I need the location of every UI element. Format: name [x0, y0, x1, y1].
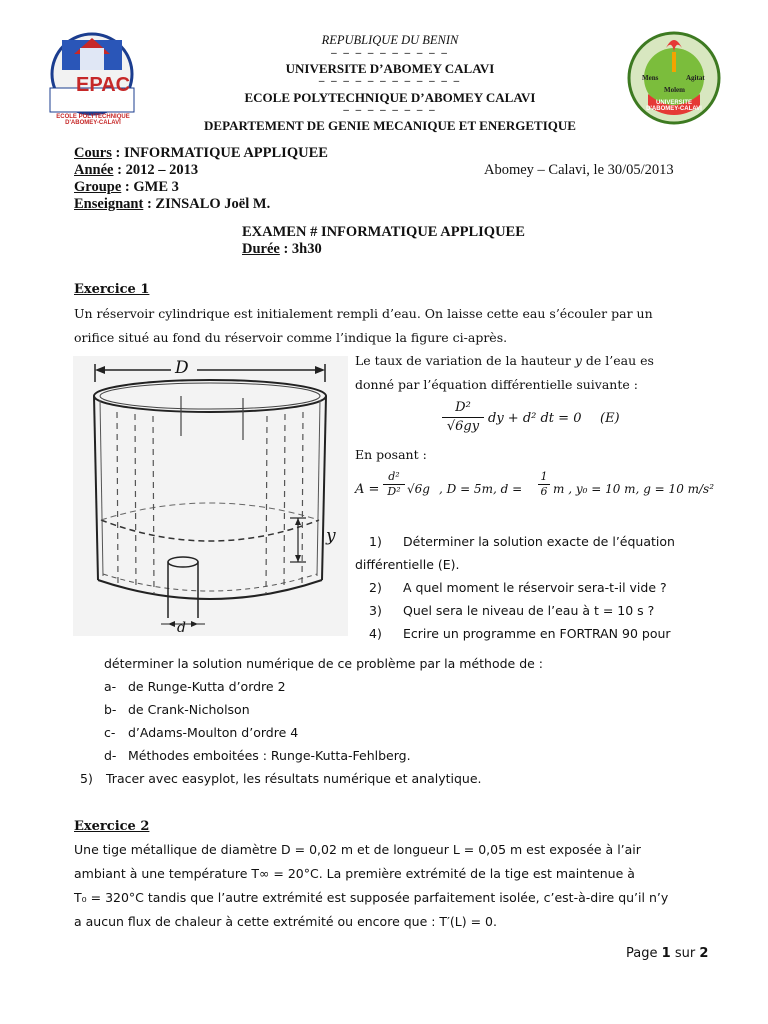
page-footer: [626, 946, 708, 961]
duree-label: Durée: [242, 241, 280, 257]
info-enseignant: [74, 196, 474, 213]
a-numerator: d²: [388, 470, 400, 483]
en-posant: En posant :: [355, 447, 427, 462]
a-frac-den: 6: [540, 485, 548, 498]
question-2: [355, 576, 717, 599]
figure-label-d: d: [177, 620, 186, 636]
q3-text: Quel sera le niveau de l’eau à t = 10 s ?: [403, 603, 655, 618]
exercise1-title: Exercice 1: [74, 282, 150, 297]
q4-line1: Ecrire un programme en FORTRAN 90 pour: [403, 626, 671, 641]
a-definition: [355, 470, 717, 510]
method-c: [104, 721, 716, 744]
method-b-text: de Crank-Nicholson: [128, 702, 250, 717]
right-logo: [626, 30, 722, 126]
enseignant-label: Enseignant: [74, 196, 144, 212]
method-c-letter: c-: [104, 725, 116, 740]
exercise2-line1: Une tige métallique de diamètre D = 0,02 m et de longueur L = 0,05 m est exposée à l’air: [74, 842, 641, 857]
q3-num: 3): [369, 603, 382, 618]
method-d-letter: d-: [104, 748, 117, 763]
figure-y-dimension: [282, 510, 322, 570]
groupe-label: Groupe: [74, 179, 122, 195]
question-5: [80, 767, 482, 790]
left-logo: [40, 30, 144, 126]
exam-title: EXAMEN # INFORMATIQUE APPLIQUEE: [242, 224, 525, 240]
groupe-value: : GME 3: [121, 179, 179, 195]
exercise2-title: Exercice 2: [74, 819, 150, 834]
method-b: [104, 698, 716, 721]
left-logo-text: EPAC: [76, 74, 131, 96]
header-department: DEPARTEMENT DE GENIE MECANIQUE ET ENERGETIQUE: [204, 118, 576, 133]
header-dashes-1: – – – – – – – – – –: [331, 47, 449, 59]
duree-value: : 3h30: [279, 241, 322, 257]
page-sur: sur: [674, 946, 696, 961]
a-tail: m , y₀ = 10 m, g = 10 m/s²: [553, 482, 715, 496]
place-date: Abomey – Calavi, le 30/05/2013: [484, 162, 674, 178]
question-3: [355, 599, 717, 622]
a-lhs: A =: [355, 482, 380, 497]
left-logo-caption: ECOLE POLYTECHNIQUE D'ABOMEY-CALAVI: [56, 114, 130, 126]
method-a-text: de Runge-Kutta d’ordre 2: [128, 679, 286, 694]
header-dashes-2: – – – – – – – – – – – –: [318, 75, 462, 87]
exam-duree: [242, 241, 525, 258]
q1-num: 1): [369, 534, 382, 549]
q5-num: 5): [80, 771, 93, 786]
q4-num: 4): [369, 626, 382, 641]
eq-rest: dy + d² dt = 0: [488, 411, 582, 426]
header-school: ECOLE POLYTECHNIQUE D’ABOMEY CALAVI: [244, 90, 536, 105]
info-groupe: [74, 179, 474, 196]
q1-line1: Déterminer la solution exacte de l’équation: [403, 534, 675, 549]
equation-E: [440, 400, 720, 444]
exercise2-line3: T₀ = 320°C tandis que l’autre extrémité est supposée parfaitement isolée, c’est-à-dire qu’il n’y: [74, 890, 669, 905]
right-logo-caption: UNIVERSITE D'ABOMEY-CALAVI: [646, 100, 702, 112]
cours-label: Cours: [74, 145, 112, 161]
page-label: Page: [626, 946, 658, 961]
a-D: , D = 5m, d =: [439, 482, 523, 496]
method-d: [104, 744, 716, 767]
rate-line1: Le taux de variation de la hauteur 𝑦 de l’eau es: [355, 353, 654, 368]
q2-num: 2): [369, 580, 382, 595]
right-logo-motto-bottom: Molem: [664, 86, 685, 94]
cours-value: : INFORMATIQUE APPLIQUEE: [111, 145, 328, 161]
enseignant-value: : ZINSALO Joël M.: [143, 196, 271, 212]
a-frac-num: 1: [540, 470, 548, 483]
a-sqrt: √6g: [407, 482, 430, 496]
eq-denominator: √6gy: [446, 419, 480, 434]
figure-label-y: y: [326, 526, 336, 546]
method-a: [104, 675, 716, 698]
a-denominator: D²: [387, 485, 401, 498]
header-dashes-3: – – – – – – – –: [343, 104, 437, 116]
page-num: 1: [661, 946, 671, 961]
info-cours: [74, 145, 474, 162]
annee-label: Année: [74, 162, 114, 178]
exercise1-intro-line1: Un réservoir cylindrique est initialement rempli d’eau. On laisse cette eau s’écouler par un: [74, 306, 653, 321]
question-4: [355, 622, 717, 645]
eq-numerator: D²: [455, 400, 471, 415]
rate-line2: donné par l’équation différentielle suivante :: [355, 377, 638, 392]
annee-value: : 2012 – 2013: [113, 162, 199, 178]
q1-line2: différentielle (E).: [355, 557, 460, 572]
method-a-letter: a-: [104, 679, 117, 694]
q4-line2: déterminer la solution numérique de ce problème par la méthode de :: [104, 656, 544, 671]
info-annee: [74, 162, 474, 179]
right-logo-motto-right: Agitat: [686, 74, 705, 82]
method-d-text: Méthodes emboitées : Runge-Kutta-Fehlberg.: [128, 748, 411, 763]
exercise2-line2: ambiant à une température T∞ = 20°C. La première extrémité de la tige est maintenue à: [74, 866, 635, 881]
q5-text: Tracer avec easyplot, les résultats numérique et analytique.: [106, 771, 482, 786]
question-1: [355, 530, 717, 553]
right-logo-motto-left: Mens: [642, 74, 659, 82]
exercise2-line4: a aucun flux de chaleur à cette extrémité ou encore que : T′(L) = 0.: [74, 914, 497, 929]
header-university: UNIVERSITE D’ABOMEY CALAVI: [285, 61, 495, 76]
method-c-text: d’Adams-Moulton d’ordre 4: [128, 725, 299, 740]
page-total: 2: [699, 946, 709, 961]
figure-label-D: D: [175, 358, 189, 378]
eq-label: (E): [600, 411, 620, 426]
reservoir-figure: [73, 356, 348, 636]
q2-text: A quel moment le réservoir sera-t-il vide ?: [403, 580, 667, 595]
exercise1-intro-line2: orifice situé au fond du réservoir comme l’indique la figure ci-après.: [74, 330, 508, 345]
method-b-letter: b-: [104, 702, 117, 717]
header-republic: REPUBLIQUE DU BENIN: [321, 33, 459, 47]
